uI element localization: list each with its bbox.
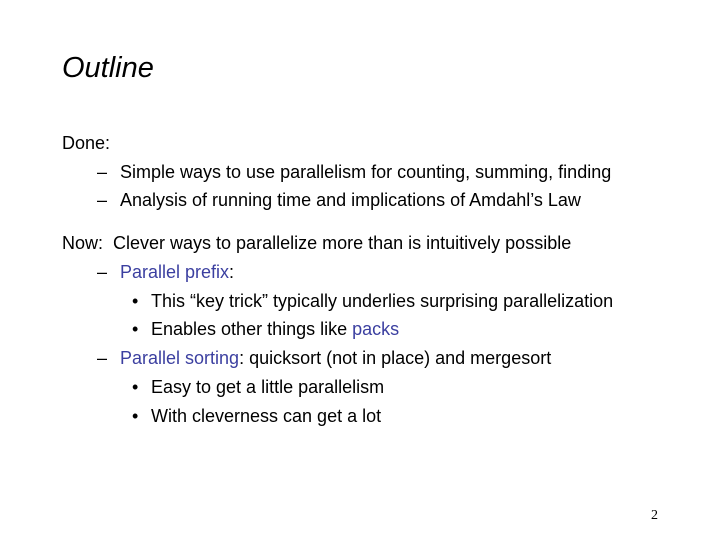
bullet-marker: • — [132, 319, 139, 339]
prefix-colon: : — [229, 262, 235, 282]
dash-marker: – — [97, 348, 108, 368]
bullet-marker: • — [132, 406, 139, 426]
prefix-subitem-2-text: Enables other things like — [151, 319, 353, 339]
prefix-subitem-1: This “key trick” typically underlies surprising parallelization — [151, 291, 614, 311]
sorting-subitem-1: Easy to get a little parallelism — [151, 377, 385, 397]
done-item-2: Analysis of running time and implications of Amdahl’s Law — [120, 190, 581, 210]
sorting-term: Parallel sorting — [120, 348, 240, 368]
bullet-marker: • — [132, 377, 139, 397]
prefix-item — [120, 261, 234, 283]
sorting-rest: : quicksort (not in place) and mergesort — [239, 348, 552, 368]
page-number: 2 — [651, 508, 658, 523]
packs-term: packs — [352, 319, 400, 339]
done-item-1: Simple ways to use parallelism for counting, summing, finding — [120, 162, 612, 182]
prefix-subitem-2 — [151, 318, 399, 340]
slide-title: Outline — [62, 52, 154, 84]
dash-marker: – — [97, 262, 108, 282]
dash-marker: – — [97, 162, 108, 182]
done-heading: Done: — [62, 133, 111, 153]
prefix-term: Parallel prefix — [120, 262, 230, 282]
bullet-marker: • — [132, 291, 139, 311]
now-heading: Now: Clever ways to parallelize more than is intuitively possible — [62, 233, 572, 253]
dash-marker: – — [97, 190, 108, 210]
sorting-subitem-2: With cleverness can get a lot — [151, 406, 382, 426]
sorting-item — [120, 347, 551, 369]
